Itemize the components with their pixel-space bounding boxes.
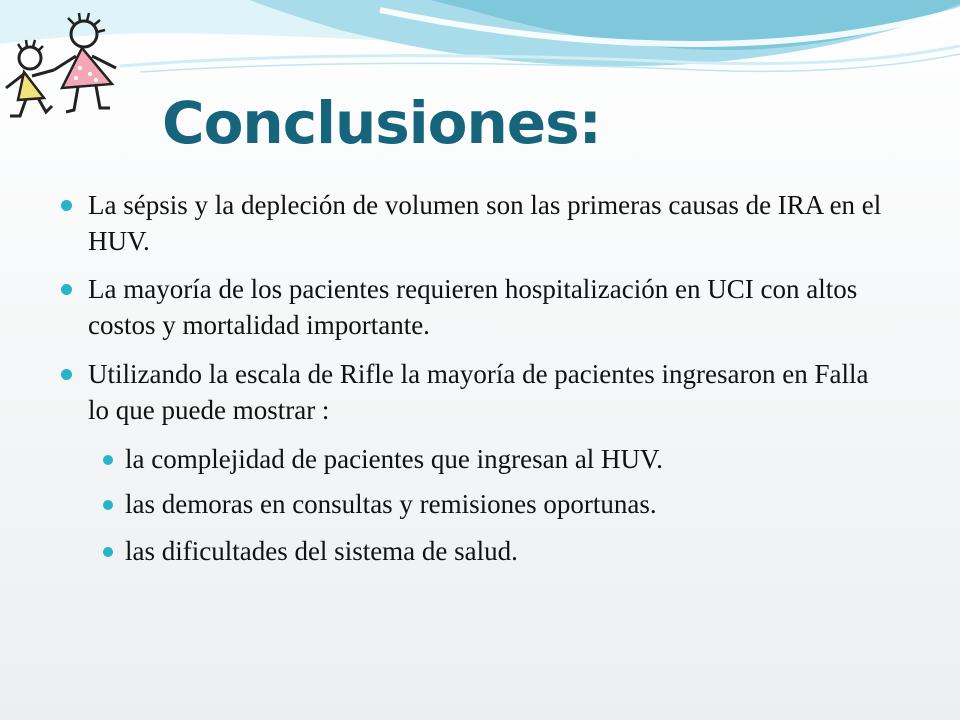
dot-bullet-icon [61, 369, 72, 380]
bullet-text: La mayoría de los pacientes requieren hospitalización en UCI con altos costos y mortalidad importante. [88, 274, 858, 340]
dot-bullet-icon [61, 200, 72, 211]
bullet-item [88, 356, 888, 428]
dot-bullet-icon [103, 455, 113, 465]
slide-title: Conclusiones: [162, 89, 601, 157]
sub-bullet-item [125, 441, 905, 477]
sub-bullet-text: la complejidad de pacientes que ingresan al HUV. [125, 444, 663, 474]
dot-bullet-icon [103, 547, 113, 557]
dot-bullet-icon [103, 500, 113, 510]
dot-bullet-icon [61, 284, 72, 295]
bullet-item [88, 271, 888, 343]
bullet-text: La sépsis y la depleción de volumen son las primeras causas de IRA en el HUV. [88, 190, 882, 256]
sub-bullet-item [125, 533, 905, 569]
children-drawing-icon [0, 8, 122, 124]
bullet-item [88, 187, 888, 259]
sub-bullet-item [125, 486, 905, 522]
sub-bullet-text: las demoras en consultas y remisiones oportunas. [125, 489, 657, 519]
sub-bullet-text: las dificultades del sistema de salud. [125, 536, 518, 566]
bullet-text: Utilizando la escala de Rifle la mayoría de pacientes ingresaron en Falla lo que puede mostrar : [88, 359, 869, 425]
